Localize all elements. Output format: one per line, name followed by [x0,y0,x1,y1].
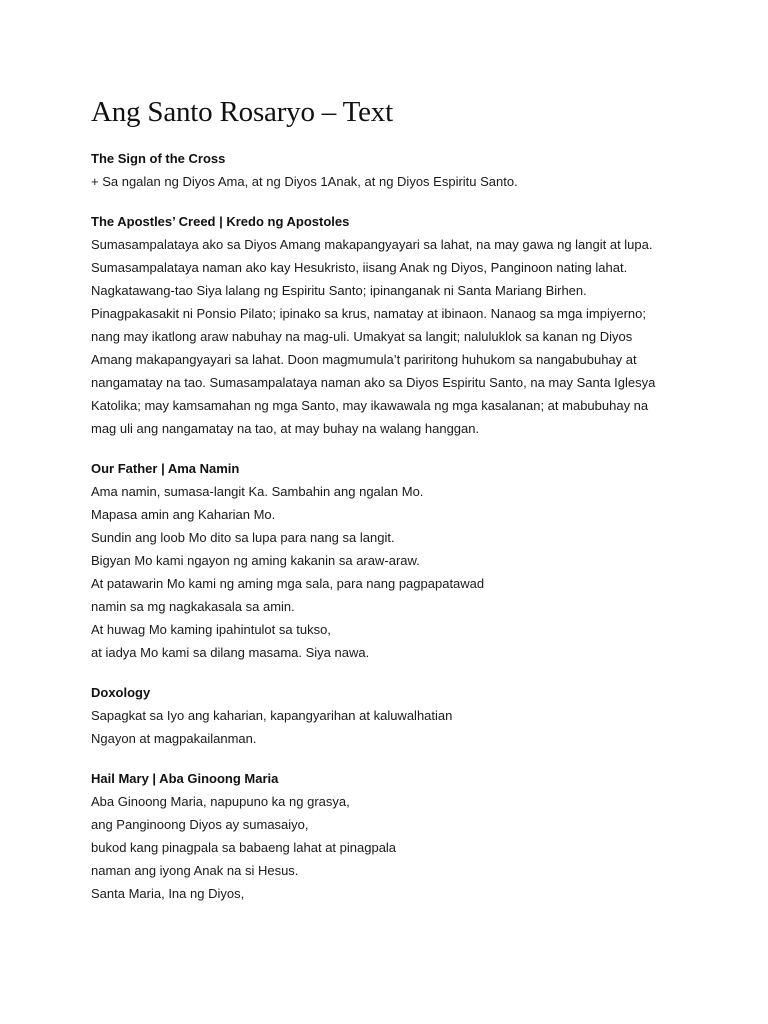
prayer-line: + Sa ngalan ng Diyos Ama, at ng Diyos 1Anak, at ng Diyos Espiritu Santo. [91,174,518,189]
prayer-line: Sumasampalataya ako sa Diyos Amang makapangyayari sa lahat, na may gawa ng langit at lupa. [91,237,653,252]
prayer-line: Sapagkat sa Iyo ang kaharian, kapangyarihan at kaluwalhatian [91,708,453,723]
prayer-line: mag uli ang nangamatay na tao, at may buhay na walang hanggan. [91,421,480,436]
section-heading: Doxology [91,685,151,700]
prayer-line: ang Panginoong Diyos ay sumasaiyo, [91,817,309,832]
prayer-line: At patawarin Mo kami ng aming mga sala, para nang pagpapatawad [91,576,485,591]
prayer-line: namin sa mg nagkakasala sa amin. [91,599,295,614]
section-doxology [91,681,731,750]
prayer-line: Aba Ginoong Maria, napupuno ka ng grasya, [91,794,350,809]
prayer-line: Ngayon at magpakailanman. [91,731,257,746]
prayer-line: Katolika; may kamsamahan ng mga Santo, may ikawawala ng mga kasalanan; at mabubuhay na [91,398,649,413]
prayer-line: Pinagpakasakit ni Ponsio Pilato; ipinako sa krus, namatay at ibinaon. Nanaog sa mga impiyerno; [91,306,646,321]
section-heading: The Apostles’ Creed | Kredo ng Apostoles [91,214,350,229]
prayer-line: Ama namin, sumasa-langit Ka. Sambahin ang ngalan Mo. [91,484,424,499]
prayer-line: Santa Maria, Ina ng Diyos, [91,886,245,901]
prayer-line: Bigyan Mo kami ngayon ng aming kakanin sa araw-araw. [91,553,420,568]
section-apostles-creed [91,210,731,440]
document-title: Ang Santo Rosaryo – Text [91,96,393,128]
section-sign-of-the-cross [91,147,731,193]
prayer-line: nangamatay na tao. Sumasampalataya naman ako sa Diyos Espiritu Santo, na may Santa Iglesya [91,375,656,390]
prayer-line: at iadya Mo kami sa dilang masama. Siya nawa. [91,645,370,660]
section-heading: Our Father | Ama Namin [91,461,240,476]
prayer-line: Mapasa amin ang Kaharian Mo. [91,507,276,522]
prayer-line: Amang makapangyayari sa lahat. Doon magmumula’t pariritong huhukom sa nangabubuhay at [91,352,637,367]
section-hail-mary [91,767,731,905]
document-page [91,93,731,905]
section-our-father [91,457,731,664]
prayer-line: Sundin ang loob Mo dito sa lupa para nang sa langit. [91,530,395,545]
prayer-line: nang may ikatlong araw nabuhay na mag-uli. Umakyat sa langit; naluluklok sa kanan ng Diyos [91,329,633,344]
prayer-line: At huwag Mo kaming ipahintulot sa tukso, [91,622,331,637]
prayer-line: Nagkatawang-tao Siya lalang ng Espiritu Santo; ipinanganak ni Santa Mariang Birhen. [91,283,587,298]
prayer-line: bukod kang pinagpala sa babaeng lahat at pinagpala [91,840,397,855]
section-heading: The Sign of the Cross [91,151,226,166]
prayer-line: Sumasampalataya naman ako kay Hesukristo, iisang Anak ng Diyos, Panginoon nating lahat. [91,260,628,275]
prayer-line: naman ang iyong Anak na si Hesus. [91,863,299,878]
section-heading: Hail Mary | Aba Ginoong Maria [91,771,279,786]
